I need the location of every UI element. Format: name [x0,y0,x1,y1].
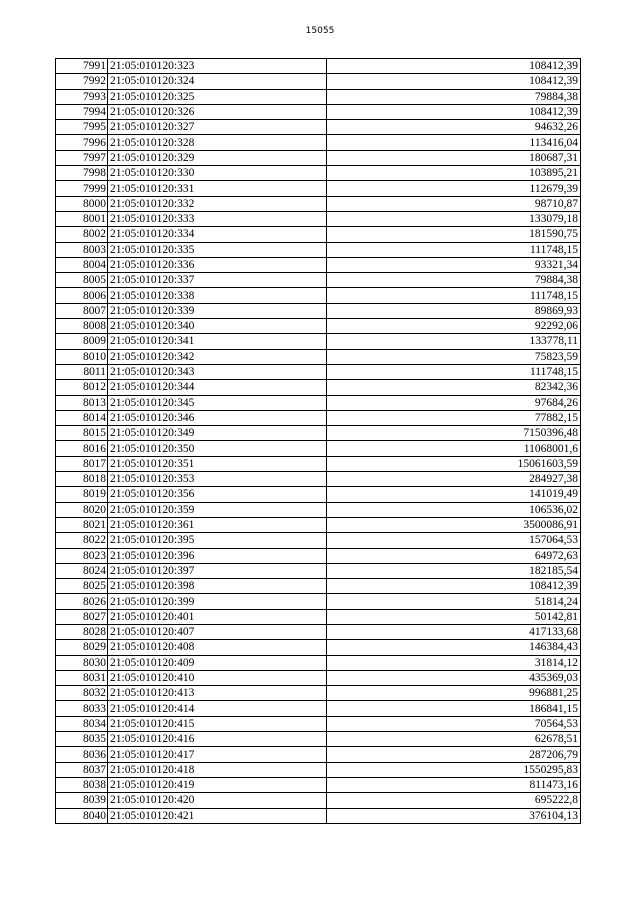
cadastral-number-cell: 21:05:010120:330 [108,166,327,181]
table-row [56,166,581,181]
row-number-cell: 8010 [56,349,108,364]
row-number-cell: 8011 [56,364,108,379]
cadastral-number-cell: 21:05:010120:323 [108,59,327,74]
value-cell: 62678,51 [327,732,581,747]
cadastral-number-cell: 21:05:010120:338 [108,288,327,303]
table-row [56,487,581,502]
row-number-cell: 8028 [56,624,108,639]
table-row [56,777,581,792]
row-number-cell: 7999 [56,181,108,196]
table-row [56,74,581,89]
table-row [56,686,581,701]
table-row [56,793,581,808]
cadastral-number-cell: 21:05:010120:415 [108,716,327,731]
table-row [56,441,581,456]
value-cell: 186841,15 [327,701,581,716]
row-number-cell: 8037 [56,762,108,777]
table-row [56,89,581,104]
cadastral-number-cell: 21:05:010120:328 [108,135,327,150]
cadastral-number-cell: 21:05:010120:334 [108,227,327,242]
row-number-cell: 7991 [56,59,108,74]
row-number-cell: 8031 [56,670,108,685]
cadastral-number-cell: 21:05:010120:359 [108,502,327,517]
table-row [56,196,581,211]
value-cell: 77882,15 [327,410,581,425]
cadastral-number-cell: 21:05:010120:418 [108,762,327,777]
cadastral-number-cell: 21:05:010120:346 [108,410,327,425]
cadastral-number-cell: 21:05:010120:399 [108,594,327,609]
table-row [56,181,581,196]
value-cell: 82342,36 [327,380,581,395]
cadastral-number-cell: 21:05:010120:417 [108,747,327,762]
table-row [56,533,581,548]
table-row [56,716,581,731]
row-number-cell: 8038 [56,777,108,792]
value-cell: 996881,25 [327,686,581,701]
table-row [56,257,581,272]
cadastral-number-cell: 21:05:010120:351 [108,456,327,471]
cadastral-number-cell: 21:05:010120:401 [108,609,327,624]
row-number-cell: 8004 [56,257,108,272]
row-number-cell: 8035 [56,732,108,747]
value-cell: 75823,59 [327,349,581,364]
cadastral-number-cell: 21:05:010120:408 [108,640,327,655]
cadastral-number-cell: 21:05:010120:336 [108,257,327,272]
row-number-cell: 8015 [56,426,108,441]
value-cell: 108412,39 [327,74,581,89]
value-cell: 92292,06 [327,319,581,334]
value-cell: 695222,8 [327,793,581,808]
row-number-cell: 8034 [56,716,108,731]
cadastral-number-cell: 21:05:010120:413 [108,686,327,701]
row-number-cell: 8016 [56,441,108,456]
row-number-cell: 7993 [56,89,108,104]
value-cell: 3500086,91 [327,517,581,532]
table-row [56,517,581,532]
row-number-cell: 8012 [56,380,108,395]
cadastral-number-cell: 21:05:010120:343 [108,364,327,379]
cadastral-number-cell: 21:05:010120:331 [108,181,327,196]
row-number-cell: 8021 [56,517,108,532]
value-cell: 112679,39 [327,181,581,196]
value-cell: 182185,54 [327,563,581,578]
cadastral-number-cell: 21:05:010120:398 [108,579,327,594]
table-body [56,59,581,824]
value-cell: 11068001,6 [327,441,581,456]
cadastral-number-cell: 21:05:010120:332 [108,196,327,211]
cadastral-number-cell: 21:05:010120:349 [108,426,327,441]
value-cell: 108412,39 [327,59,581,74]
table-row [56,288,581,303]
row-number-cell: 7994 [56,104,108,119]
value-cell: 108412,39 [327,579,581,594]
value-cell: 1550295,83 [327,762,581,777]
row-number-cell: 8029 [56,640,108,655]
table-row [56,242,581,257]
value-cell: 103895,21 [327,166,581,181]
row-number-cell: 8026 [56,594,108,609]
cadastral-number-cell: 21:05:010120:356 [108,487,327,502]
cadastral-number-cell: 21:05:010120:410 [108,670,327,685]
value-cell: 376104,13 [327,808,581,823]
table-row [56,808,581,823]
table-row [56,59,581,74]
table-row [56,135,581,150]
page-number: 15055 [305,26,335,36]
table-row [56,594,581,609]
table-row [56,120,581,135]
cadastral-number-cell: 21:05:010120:342 [108,349,327,364]
row-number-cell: 8039 [56,793,108,808]
table-row [56,456,581,471]
value-cell: 113416,04 [327,135,581,150]
table-row [56,211,581,226]
cadastral-number-cell: 21:05:010120:397 [108,563,327,578]
cadastral-number-cell: 21:05:010120:326 [108,104,327,119]
table-row [56,563,581,578]
cadastral-number-cell: 21:05:010120:335 [108,242,327,257]
cadastral-number-cell: 21:05:010120:337 [108,273,327,288]
row-number-cell: 8030 [56,655,108,670]
value-cell: 811473,16 [327,777,581,792]
row-number-cell: 8032 [56,686,108,701]
cadastral-number-cell: 21:05:010120:333 [108,211,327,226]
cadastral-number-cell: 21:05:010120:414 [108,701,327,716]
table-row [56,640,581,655]
cadastral-number-cell: 21:05:010120:361 [108,517,327,532]
value-cell: 435369,03 [327,670,581,685]
row-number-cell: 8036 [56,747,108,762]
cadastral-number-cell: 21:05:010120:416 [108,732,327,747]
row-number-cell: 8002 [56,227,108,242]
cadastral-number-cell: 21:05:010120:395 [108,533,327,548]
row-number-cell: 7998 [56,166,108,181]
value-cell: 97684,26 [327,395,581,410]
row-number-cell: 8009 [56,334,108,349]
cadastral-number-cell: 21:05:010120:407 [108,624,327,639]
table-row [56,364,581,379]
row-number-cell: 8007 [56,303,108,318]
cadastral-number-cell: 21:05:010120:329 [108,150,327,165]
cadastral-number-cell: 21:05:010120:341 [108,334,327,349]
value-cell: 70564,53 [327,716,581,731]
table-row [56,303,581,318]
value-cell: 98710,87 [327,196,581,211]
row-number-cell: 7997 [56,150,108,165]
value-cell: 89869,93 [327,303,581,318]
table-row [56,380,581,395]
table-row [56,426,581,441]
cadastral-number-cell: 21:05:010120:324 [108,74,327,89]
value-cell: 51814,24 [327,594,581,609]
value-cell: 287206,79 [327,747,581,762]
value-cell: 79884,38 [327,273,581,288]
table-row [56,395,581,410]
table-row [56,609,581,624]
row-number-cell: 8000 [56,196,108,211]
table-row [56,732,581,747]
table-row [56,548,581,563]
row-number-cell: 7992 [56,74,108,89]
cadastral-number-cell: 21:05:010120:344 [108,380,327,395]
table-row [56,227,581,242]
table-row [56,624,581,639]
row-number-cell: 7995 [56,120,108,135]
row-number-cell: 8005 [56,273,108,288]
row-number-cell: 8027 [56,609,108,624]
cadastral-number-cell: 21:05:010120:409 [108,655,327,670]
row-number-cell: 7996 [56,135,108,150]
cadastral-number-cell: 21:05:010120:345 [108,395,327,410]
cadastral-number-cell: 21:05:010120:353 [108,472,327,487]
cadastral-number-cell: 21:05:010120:396 [108,548,327,563]
row-number-cell: 8022 [56,533,108,548]
cadastral-value-table [55,58,581,824]
table-row [56,670,581,685]
value-cell: 106536,02 [327,502,581,517]
value-cell: 50142,81 [327,609,581,624]
table-row [56,334,581,349]
table-row [56,349,581,364]
table-row [56,150,581,165]
value-cell: 284927,38 [327,472,581,487]
table-row [56,502,581,517]
row-number-cell: 8018 [56,472,108,487]
value-cell: 133778,11 [327,334,581,349]
row-number-cell: 8025 [56,579,108,594]
table-row [56,410,581,425]
table-row [56,104,581,119]
cadastral-number-cell: 21:05:010120:325 [108,89,327,104]
value-cell: 108412,39 [327,104,581,119]
cadastral-number-cell: 21:05:010120:420 [108,793,327,808]
cadastral-number-cell: 21:05:010120:350 [108,441,327,456]
row-number-cell: 8014 [56,410,108,425]
table-row [56,472,581,487]
value-cell: 7150396,48 [327,426,581,441]
table-row [56,655,581,670]
table-row [56,747,581,762]
value-cell: 93321,34 [327,257,581,272]
row-number-cell: 8003 [56,242,108,257]
table-row [56,273,581,288]
cadastral-number-cell: 21:05:010120:339 [108,303,327,318]
row-number-cell: 8013 [56,395,108,410]
cadastral-number-cell: 21:05:010120:421 [108,808,327,823]
row-number-cell: 8019 [56,487,108,502]
cadastral-number-cell: 21:05:010120:327 [108,120,327,135]
cadastral-number-cell: 21:05:010120:340 [108,319,327,334]
value-cell: 94632,26 [327,120,581,135]
value-cell: 31814,12 [327,655,581,670]
row-number-cell: 8020 [56,502,108,517]
row-number-cell: 8040 [56,808,108,823]
value-cell: 417133,68 [327,624,581,639]
row-number-cell: 8024 [56,563,108,578]
cadastral-number-cell: 21:05:010120:419 [108,777,327,792]
row-number-cell: 8033 [56,701,108,716]
table-row [56,701,581,716]
value-cell: 15061603,59 [327,456,581,471]
value-cell: 157064,53 [327,533,581,548]
value-cell: 111748,15 [327,288,581,303]
value-cell: 111748,15 [327,364,581,379]
row-number-cell: 8006 [56,288,108,303]
row-number-cell: 8017 [56,456,108,471]
value-cell: 146384,43 [327,640,581,655]
value-cell: 64972,63 [327,548,581,563]
value-cell: 133079,18 [327,211,581,226]
value-cell: 180687,31 [327,150,581,165]
value-cell: 141019,49 [327,487,581,502]
value-cell: 111748,15 [327,242,581,257]
table-row [56,579,581,594]
row-number-cell: 8008 [56,319,108,334]
value-cell: 181590,75 [327,227,581,242]
row-number-cell: 8001 [56,211,108,226]
value-cell: 79884,38 [327,89,581,104]
row-number-cell: 8023 [56,548,108,563]
table-row [56,319,581,334]
table-row [56,762,581,777]
